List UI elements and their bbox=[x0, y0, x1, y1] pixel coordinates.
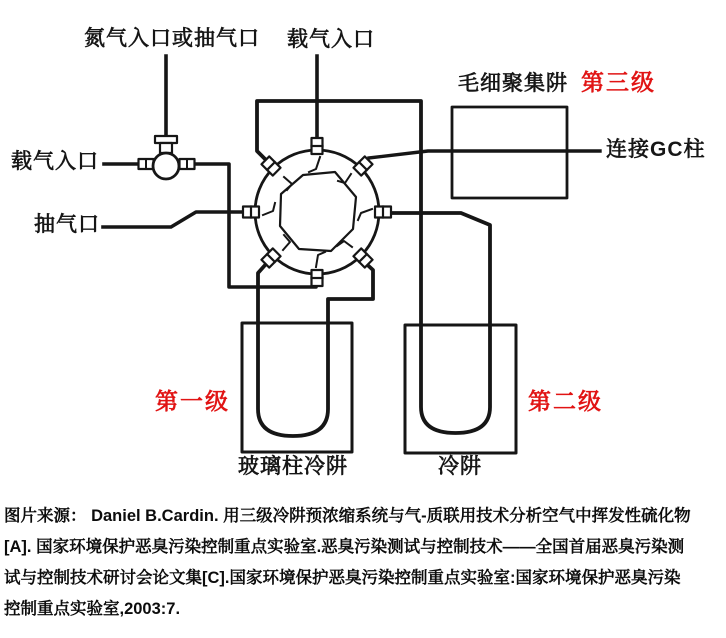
label-stage-one: 第一级 bbox=[155, 388, 230, 414]
caption-line-2: [A]. 国家环境保护恶臭污染控制重点实验室.恶臭污染测试与控制技术——全国首届恶臭污染测 bbox=[4, 538, 685, 556]
port-fitting-south bbox=[312, 270, 323, 286]
three-way-valve-right-fitting bbox=[180, 159, 195, 169]
port-fitting-west bbox=[243, 207, 259, 218]
label-pump-outlet: 抽气口 bbox=[34, 213, 100, 236]
label-cold-trap: 冷阱 bbox=[438, 455, 482, 478]
label-carrier-inlet-top: 载气入口 bbox=[287, 28, 375, 51]
label-glass-column-trap: 玻璃柱冷阱 bbox=[238, 455, 348, 478]
pipe-pump-outlet bbox=[103, 212, 243, 227]
three-way-valve-body bbox=[153, 153, 179, 179]
label-nitrogen-inlet: 氮气入口或抽气口 bbox=[84, 27, 260, 50]
three-way-valve-left-fitting bbox=[139, 159, 154, 169]
image-source-caption bbox=[4, 501, 724, 625]
three-way-valve-top-stem bbox=[160, 143, 172, 153]
label-stage-two: 第二级 bbox=[528, 388, 603, 414]
pipe-ne-port-to-gc bbox=[369, 151, 600, 158]
caption-line-1: 图片来源： Daniel B.Cardin. 用三级冷阱预浓缩系统与气-质联用技术分析空气中挥发性硫化物 bbox=[4, 507, 691, 525]
port-fitting-north bbox=[312, 138, 323, 154]
caption-line-3: 试与控制技术研讨会论文集[C].国家环境保护恶臭污染控制重点实验室:国家环境保护恶臭污染 bbox=[4, 569, 681, 587]
label-carrier-inlet-left: 载气入口 bbox=[11, 150, 99, 173]
port-fitting-east bbox=[375, 207, 391, 218]
three-way-valve bbox=[139, 136, 195, 179]
label-gc-column: 连接GC柱 bbox=[606, 138, 706, 161]
label-capillary-trap: 毛细聚集阱 bbox=[458, 72, 568, 95]
caption-line-4: 控制重点实验室,2003:7. bbox=[4, 600, 181, 618]
label-stage-three: 第三级 bbox=[581, 69, 656, 95]
